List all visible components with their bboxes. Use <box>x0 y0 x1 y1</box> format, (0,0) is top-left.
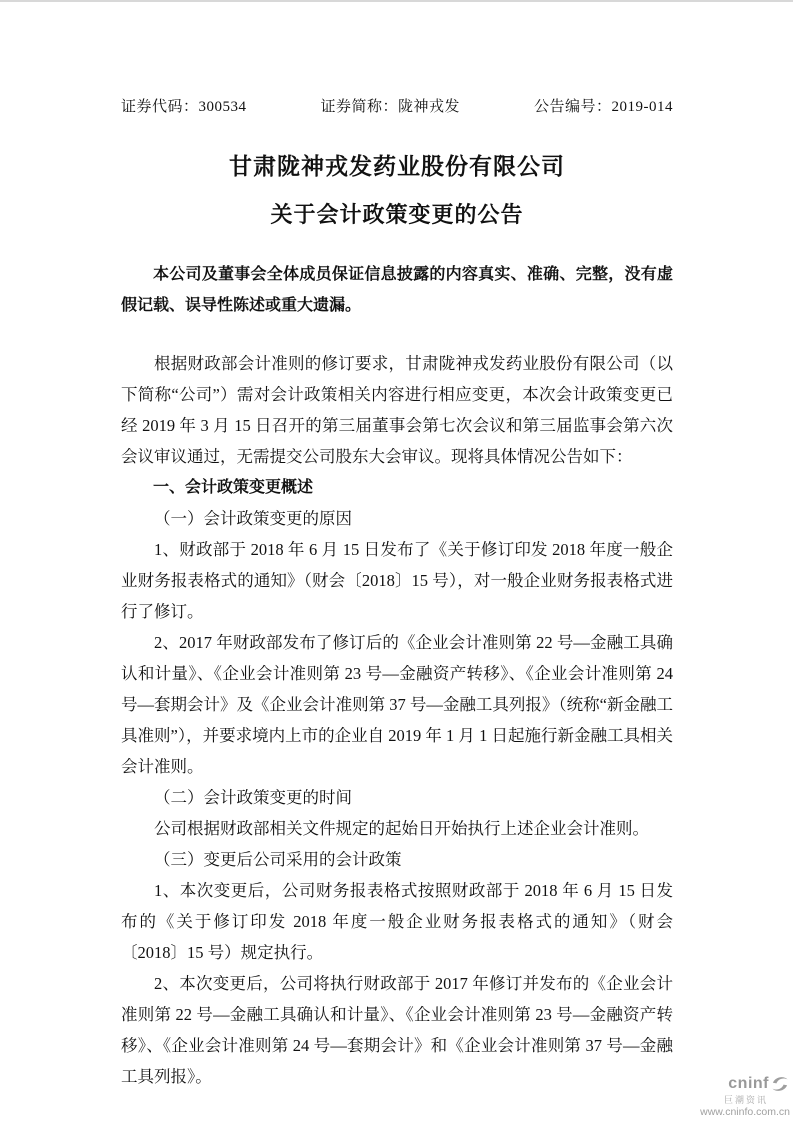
document-content <box>0 2 793 1092</box>
document-header-row <box>121 95 673 116</box>
subsection-heading-policy: （三）变更后公司采用的会计政策 <box>154 850 402 869</box>
section-heading-overview: 一、会计政策变更概述 <box>153 479 314 496</box>
document-body <box>121 348 673 1092</box>
cninfo-watermark <box>700 1074 790 1118</box>
time-paragraph: 公司根据财政部相关文件规定的起始日开始执行上述企业会计准则。 <box>154 819 649 838</box>
stock-name: 证券简称：陇神戎发 <box>320 99 461 115</box>
company-title: 甘肃陇神戎发药业股份有限公司 <box>229 153 565 179</box>
cninfo-brand-cn: 巨潮资讯 <box>723 1095 768 1105</box>
announcement-number: 公告编号：2019-014 <box>534 99 673 115</box>
intro-paragraph: 根据财政部会计准则的修订要求，甘肃陇神戎发药业股份有限公司（以下简称“公司”）需对会计政策相关内容进行相应变更，本次会计政策变更已经 2019 年 3 月 15 日召开的第三届董事会第七次会议和第三届监事会第六次会议审议通过，无需提交公司股东大会审议。现将具体情况公告如下： <box>121 354 673 466</box>
subsection-heading-time: （二）会计政策变更的时间 <box>154 788 352 807</box>
policy-item-1: 1、本次变更后，公司财务报表格式按照财政部于 2018 年 6 月 15 日发布的《关于修订印发 2018 年度一般企业财务报表格式的通知》（财会〔2018〕15 号）规定执行。 <box>121 881 673 962</box>
reason-item-2: 2、2017 年财政部发布了修订后的《企业会计准则第 22 号—金融工具确认和计量》、《企业会计准则第 23 号—金融资产转移》、《企业会计准则第 24 号—套期会计》及《企业会计准则第 37 号—金融工具列报》（统称“新金融工具准则”），并要求境内上市的企业自 2019 年 1 月 1 日起施行新金融工具相关会计准则。 <box>121 633 673 776</box>
subsection-heading-reason: （一）会计政策变更的原因 <box>154 509 352 528</box>
cninfo-url: www.cninfo.com.cn <box>700 1106 790 1118</box>
cninfo-logo-text: cninf <box>728 1075 769 1092</box>
disclaimer-statement: 本公司及董事会全体成员保证信息披露的内容真实、准确、完整，没有虚假记载、误导性陈述或重大遗漏。 <box>121 266 673 314</box>
policy-item-2: 2、本次变更后，公司将执行财政部于 2017 年修订并发布的《企业会计准则第 22 号—金融工具确认和计量》、《企业会计准则第 23 号—金融资产转移》、《企业会计准则第 24 号—套期会计》和《企业会计准则第 37 号—金融工具列报》。 <box>121 974 673 1086</box>
reason-item-1: 1、财政部于 2018 年 6 月 15 日发布了《关于修订印发 2018 年度一般企业财务报表格式的通知》（财会〔2018〕15 号），对一般企业财务报表格式进行了修订。 <box>121 540 673 621</box>
cninfo-swirl-icon <box>770 1074 790 1094</box>
announcement-title: 关于会计政策变更的公告 <box>270 202 524 227</box>
cninfo-logo-row <box>700 1074 790 1094</box>
stock-code: 证券代码：300534 <box>121 99 247 115</box>
